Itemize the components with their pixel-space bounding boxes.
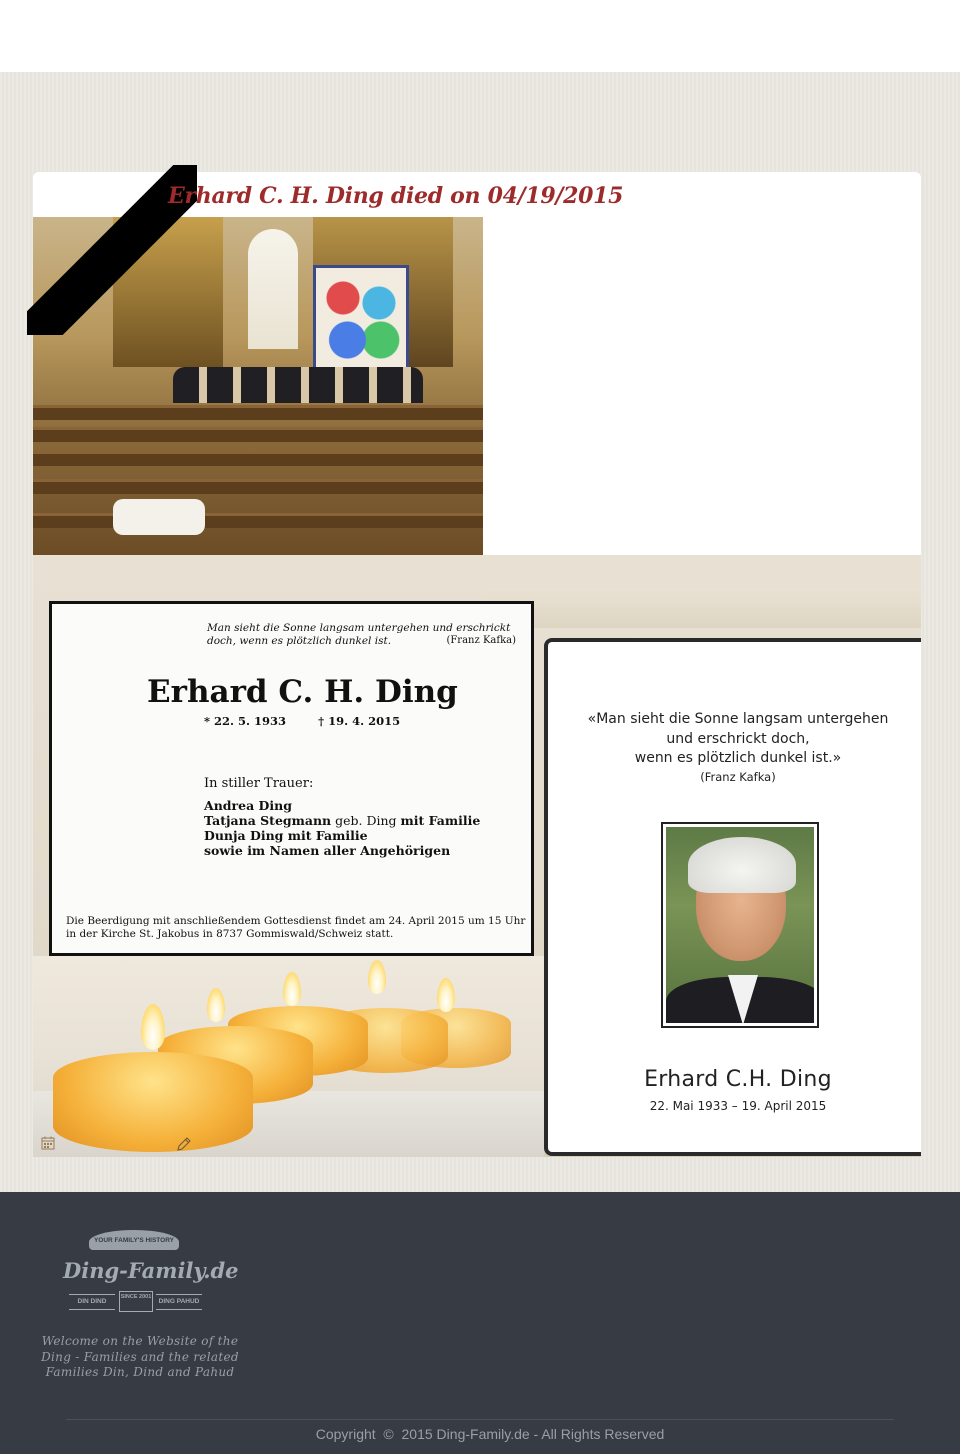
family-line: sowie im Namen aller Angehörigen [204,843,451,858]
card-quote-line: «Man sieht die Sonne langsam untergehen [587,711,889,727]
portrait-hair [688,837,796,893]
collage-stripe [483,588,921,628]
logo-left-label: DIN DIND [69,1294,115,1310]
logo-brand: Ding-Family.de [63,1258,239,1283]
altar-left [113,217,223,367]
church-photo [33,217,483,555]
notice-dates [204,714,428,728]
death-notice [49,601,534,956]
pew [33,405,483,420]
footer-tagline: Welcome on the Website of the Ding - Families and the related Families Din, Dind and Pahud [41,1334,239,1379]
altar-painting [313,265,409,371]
flame [207,988,225,1022]
pew-cushion [113,499,205,535]
notice-mourning: In stiller Trauer: [204,776,314,791]
church-window [248,229,298,349]
card-dates: 22. Mai 1933 – 19. April 2015 [649,1099,827,1113]
notice-died: † 19. 4. 2015 [318,714,401,728]
pew [33,451,483,466]
portrait-image [666,827,814,1023]
mourners [173,367,423,403]
notice-funeral: Die Beerdigung mit anschließendem Gottesdienst findet am 24. April 2015 um 15 Uhr in der Kirche St. Jakobus in 8737 Gommiswald/Schweiz statt. [66,915,526,940]
card-quote-line: wenn es plötzlich dunkel ist.» [634,750,842,766]
family-line: Dunja Ding mit Familie [204,828,368,843]
family-line [204,813,480,828]
portrait-photo [661,822,819,1028]
site-logo[interactable] [63,1222,239,1318]
flame [368,960,386,994]
family-line: Andrea Ding [204,798,292,813]
logo-since-label: SINCE 2001 [119,1291,153,1312]
logo-bar [69,1294,202,1308]
logo-right-label: DING PAHUD [156,1294,202,1310]
image-white-space [483,217,921,588]
notice-name: Erhard C. H. Ding [147,674,458,710]
top-bar [0,0,960,72]
candle [53,1052,253,1152]
card-quote [548,710,928,769]
flame [141,1004,165,1050]
memorial-card [544,638,921,1156]
notice-quote-author: (Franz Kafka) [446,635,516,646]
flame [283,972,301,1006]
pencil-icon[interactable] [176,1136,192,1152]
notice-quote: Man sieht die Sonne langsam untergehen und erschrickt doch, wenn es plötzlich dunkel ist. [207,622,511,647]
notice-born: * 22. 5. 1933 [204,714,287,728]
card-quote-author: (Franz Kafka) [700,770,776,784]
family-suffix: mit Familie [400,813,481,828]
card-name: Erhard C.H. Ding [644,1067,832,1092]
pew [33,427,483,442]
family-name: Tatjana Stegmann [204,813,332,828]
flame [437,978,455,1012]
notice-family [204,798,480,858]
logo-banner: YOUR FAMILY'S HISTORY [89,1230,179,1250]
calendar-icon[interactable] [41,1136,55,1150]
card-quote-line: und erschrickt doch, [666,730,810,747]
family-note: geb. Ding [331,813,401,828]
candles-photo [33,956,544,1157]
copyright-text: Copyright © 2015 Ding-Family.de - All Rights Reserved [315,1426,665,1442]
pew [33,513,483,528]
footer-divider [66,1419,894,1420]
post-title[interactable]: Erhard C. H. Ding died on 04/19/2015 [168,183,624,209]
pew [33,479,483,494]
